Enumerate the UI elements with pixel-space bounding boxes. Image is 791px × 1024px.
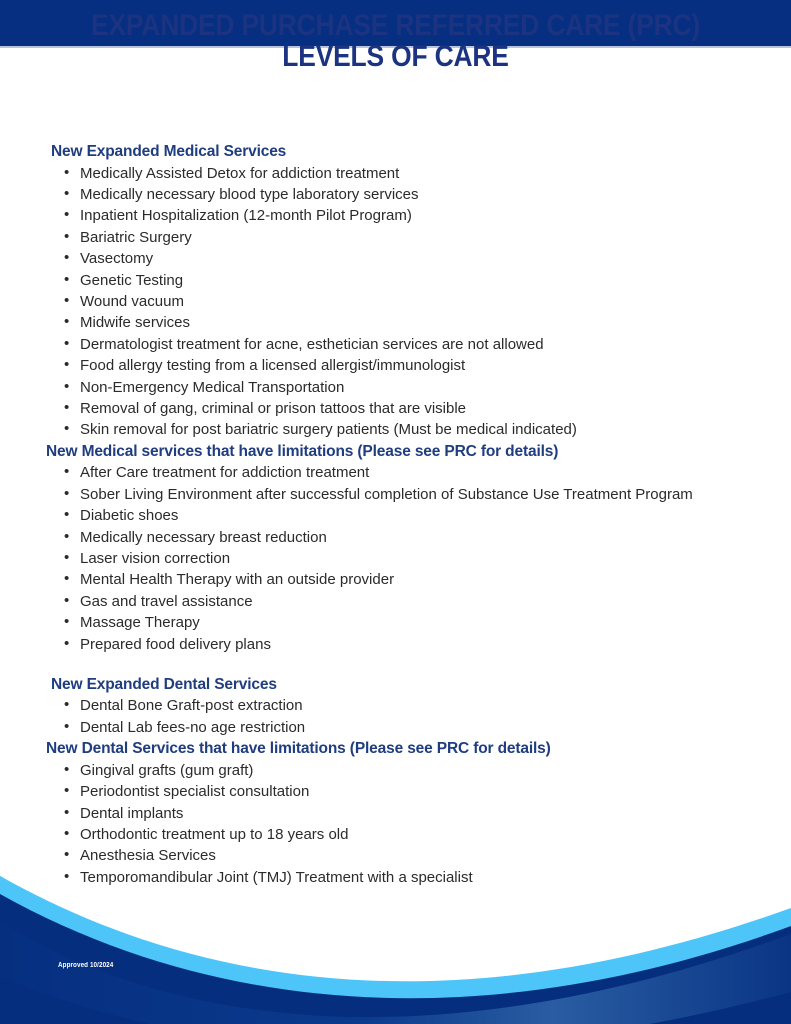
list-item: • Mental Health Therapy with an outside provider (46, 569, 766, 590)
list-item: • Diabetic shoes (46, 505, 766, 526)
list-item: • Prepared food delivery plans (46, 634, 766, 655)
list-item: • Massage Therapy (46, 612, 766, 633)
list-item: • Medically necessary blood type laboratory services (46, 184, 766, 205)
list-item: • Food allergy testing from a licensed allergist/immunologist (46, 355, 766, 376)
list-medical-limitations (46, 462, 766, 655)
list-item: • After Care treatment for addiction treatment (46, 462, 766, 483)
list-item: • Dermatologist treatment for acne, esthetician services are not allowed (46, 334, 766, 355)
list-item: • Temporomandibular Joint (TMJ) Treatment with a specialist (46, 867, 766, 888)
section-heading-medical-limitations: New Medical services that have limitations (Please see PRC for details) (46, 442, 559, 460)
section-heading-medical-services: New Expanded Medical Services (51, 143, 287, 160)
list-item: • Laser vision correction (46, 548, 766, 569)
list-item: • Medically Assisted Detox for addiction treatment (46, 163, 766, 184)
list-medical-services (46, 163, 766, 441)
list-item: • Vasectomy (46, 248, 766, 269)
list-item: • Bariatric Surgery (46, 227, 766, 248)
list-item: • Dental Bone Graft-post extraction (46, 695, 766, 716)
page-title-line-1: EXPANDED PURCHASE REFERRED CARE (PRC) (90, 9, 701, 42)
section-spacer (46, 655, 766, 674)
list-item: • Wound vacuum (46, 291, 766, 312)
section-heading-dental-services: New Expanded Dental Services (51, 675, 277, 693)
page-title-line-2: LEVELS OF CARE (282, 40, 509, 73)
list-item: • Dental Lab fees-no age restriction (46, 717, 766, 738)
list-dental-services (46, 695, 766, 738)
approval-date-text: Approved 10/2024 (58, 962, 114, 969)
list-item: • Gingival grafts (gum graft) (46, 760, 766, 781)
list-item: • Midwife services (46, 312, 766, 333)
list-item: • Orthodontic treatment up to 18 years old (46, 824, 766, 845)
footer-swoosh-graphic (0, 864, 791, 1024)
content-column (46, 141, 766, 888)
list-item: • Dental implants (46, 803, 766, 824)
list-item: • Skin removal for post bariatric surgery patients (Must be medical indicated) (46, 419, 766, 440)
page-title (47, 10, 743, 72)
list-item: • Anesthesia Services (46, 845, 766, 866)
list-item: • Medically necessary breast reduction (46, 527, 766, 548)
list-item: • Inpatient Hospitalization (12-month Pilot Program) (46, 205, 766, 226)
list-item: • Non-Emergency Medical Transportation (46, 377, 766, 398)
list-item: • Removal of gang, criminal or prison tattoos that are visible (46, 398, 766, 419)
section-heading-dental-limitations: New Dental Services that have limitations (Please see PRC for details) (46, 740, 551, 758)
list-item: • Periodontist specialist consultation (46, 781, 766, 802)
list-item: • Sober Living Environment after successful completion of Substance Use Treatment Program (46, 484, 766, 505)
list-item: • Gas and travel assistance (46, 591, 766, 612)
list-item: • Genetic Testing (46, 270, 766, 291)
